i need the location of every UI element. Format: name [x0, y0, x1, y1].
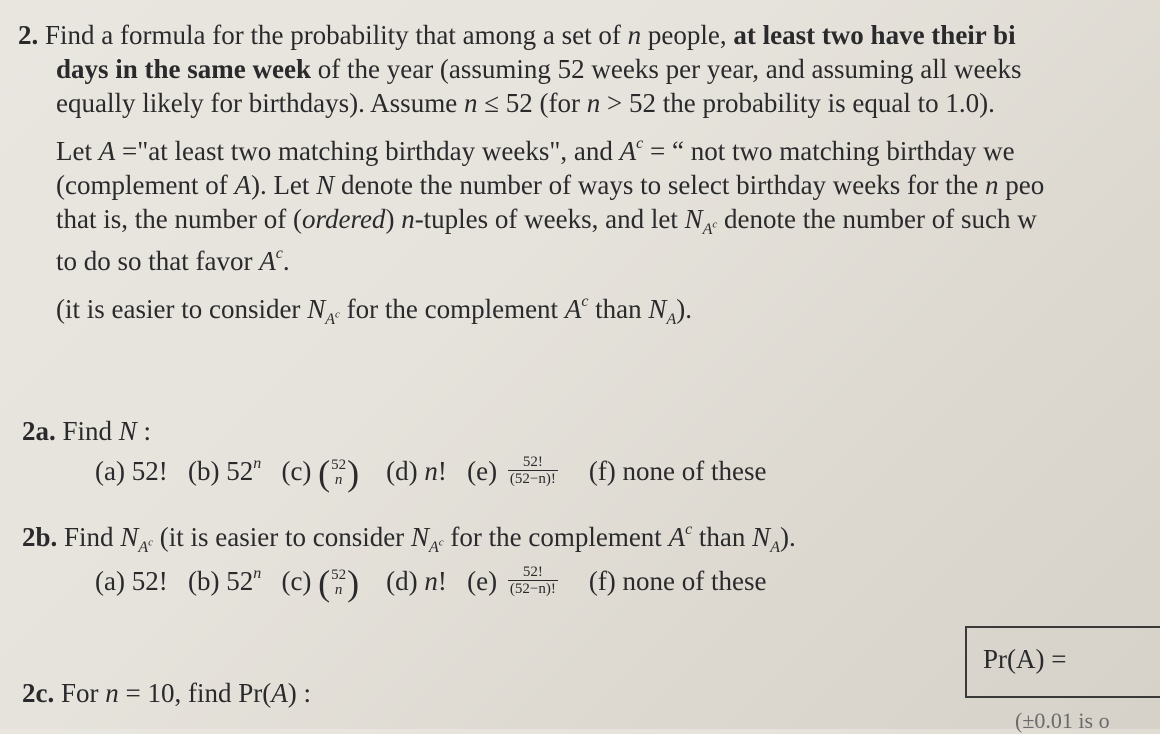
q2a-option-e: (e) $\frac{52!}{(52-n)!}$: [467, 454, 556, 488]
q2a-options: [95, 454, 767, 493]
q2a-option-b: (b) 52$^n$: [187, 455, 262, 486]
q2b-option-c: (c) ( 52 n ): [281, 562, 360, 603]
q2a-option-c: (c) ( 52 n ): [281, 452, 360, 493]
q2a-prompt: 2a. Find N :: [22, 416, 152, 446]
q2b-option-a: (a) 52!: [95, 566, 168, 596]
q2b-option-f: (f) none of these: [588, 566, 767, 596]
q2-line-4: Let A ="at least two matching birthday weeks", and $A^c$ = “ not two matching birthday we: [56, 135, 1015, 166]
q2-line-3: equally likely for birthdays). Assume n ≤ 52 (for n > 52 the probability is equal to 1.0).: [56, 88, 995, 118]
q2b-label: 2b.: [22, 522, 58, 552]
answer-box-label: Pr(A) =: [983, 644, 1067, 674]
q2c-label: 2c.: [22, 678, 55, 708]
q2b-option-d: (d) n!: [386, 566, 447, 596]
q2b-option-e: (e) $\frac{52!}{(52-n)!}$: [467, 564, 556, 598]
q2-number: 2.: [18, 20, 39, 50]
q2a-option-a: (a) 52!: [95, 456, 168, 486]
q2a-option-d: (d) n!: [386, 456, 447, 486]
q2c-prompt: 2c. For n = 10, find Pr(A) :: [22, 678, 311, 708]
q2a-option-f: (f) none of these: [588, 456, 767, 486]
q2-line-1: 2. Find a formula for the probability that among a set of n people, at least two have their bi: [18, 20, 1016, 50]
q2-line-7: to do so that favor $A^c$.: [56, 245, 290, 276]
answer-box[interactable]: [965, 626, 1160, 698]
tolerance-note: (±0.01 is o: [1015, 708, 1110, 733]
q2-line-8: (it is easier to consider $N_{A^c}$ for the complement $A^c$ than $N_A$).: [56, 293, 692, 328]
q2b-prompt: 2b. Find $N_{A^c}$ (it is easier to consider $N_{A^c}$ for the complement $A^c$ than $N_A$).: [22, 521, 796, 556]
q2-line-6: that is, the number of (ordered) n-tuples of weeks, and let $N_{A^c}$ denote the number of such w: [56, 204, 1037, 238]
q2a-label: 2a.: [22, 416, 56, 446]
q2b-option-b: (b) 52$^n$: [187, 565, 262, 596]
q2-line-2: days in the same week of the year (assuming 52 weeks per year, and assuming all weeks: [56, 54, 1022, 84]
q2-line-5: (complement of A). Let N denote the number of ways to select birthday weeks for the n peo: [56, 170, 1045, 200]
q2b-options: [95, 564, 767, 603]
